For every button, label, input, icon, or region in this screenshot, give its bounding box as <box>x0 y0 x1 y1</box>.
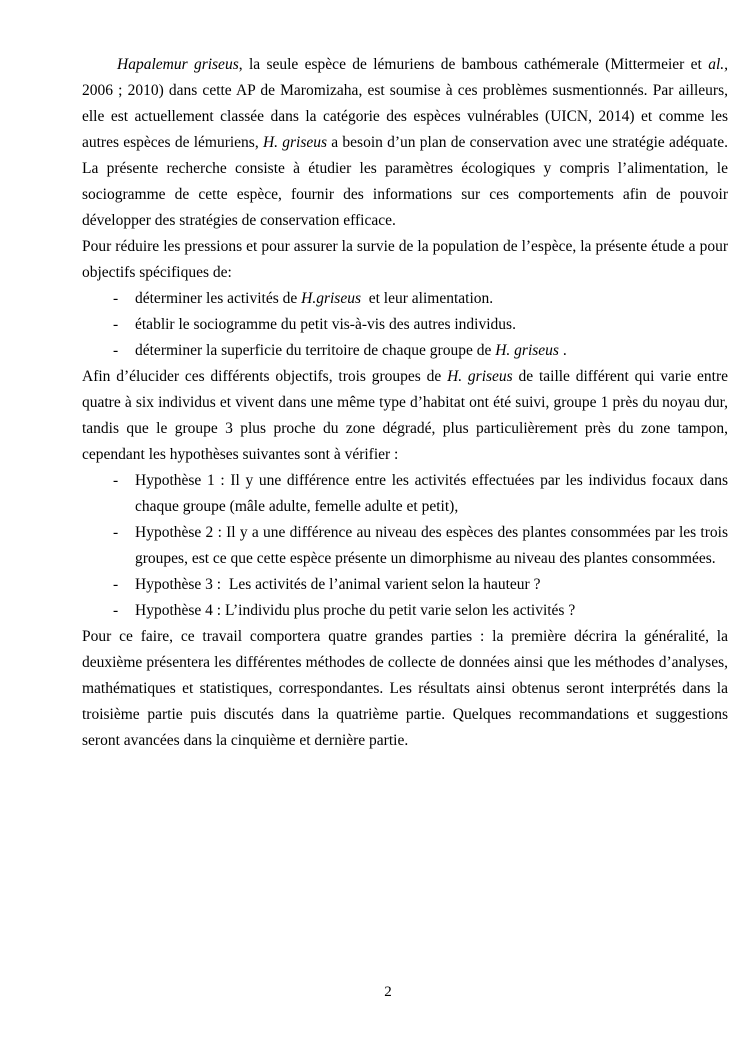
objective-text: établir le sociogramme du petit vis-à-vis des autres individus. <box>135 316 516 333</box>
paragraph-objectives-intro: Pour réduire les pressions et pour assurer la survie de la population de l’espèce, la présente étude a pour objectifs spécifiques de: <box>82 238 728 281</box>
hypotheses-list <box>82 468 728 624</box>
dash-marker: - <box>113 472 119 489</box>
dash-marker: - <box>113 290 119 307</box>
list-item <box>82 572 728 598</box>
list-item <box>82 468 728 520</box>
dash-marker: - <box>113 316 119 333</box>
paragraph-intro: Hapalemur griseus, la seule espèce de lémuriens de bambous cathémerale (Mittermeier et al., 2006 ; 2010) dans cette AP de Maromizaha, est soumise à ces problèmes susmentionnés. Par ailleurs, elle est actuellement classée dans la catégorie des espèces vulnérables (UICN, 2014) et comme les autres espèces de lémuriens, H. griseus a besoin d’un plan de conservation avec une stratégie adéquate. La présente recherche consiste à étudier les paramètres écologiques y compris l’alimentation, le sociogramme de cette espèce, fournir des informations sur ces comportements afin de pouvoir développer des stratégies de conservation efficace. <box>82 56 729 229</box>
list-item <box>82 338 728 364</box>
dash-marker: - <box>113 342 119 359</box>
page-footer <box>16 982 744 1002</box>
dash-marker: - <box>113 602 119 619</box>
hypothesis-text: Hypothèse 1 : Il y une différence entre les activités effectuées par les individus focaux dans chaque groupe (mâle adulte, femelle adulte et petit), <box>135 472 728 515</box>
objective-text: déterminer la superficie du territoire de chaque groupe de H. griseus . <box>135 342 567 359</box>
objectives-list <box>82 286 728 364</box>
paragraph-elucidate: Afin d’élucider ces différents objectifs, trois groupes de H. griseus de taille différent qui varie entre quatre à six individus et vivent dans une même type d’habitat ont été suivi, groupe 1 près du noyau dur, tandis que le groupe 3 plus proche du zone dégradé, plus particulièrement près du zone tampon, cependant les hypothèses suivantes sont à vérifier : <box>82 368 728 463</box>
page-number: 2 <box>384 984 392 1000</box>
hypothesis-text: Hypothèse 3 : Les activités de l’animal varient selon la hauteur ? <box>135 576 541 593</box>
objective-text: déterminer les activités de H.griseus et leur alimentation. <box>135 290 494 307</box>
paragraph-closing: Pour ce faire, ce travail comportera quatre grandes parties : la première décrira la généralité, la deuxième présentera les différentes méthodes de collecte de données ainsi que les méthodes d’analyses, mathématiques et statistiques, correspondantes. Les résultats ainsi obtenus seront interprétés dans la troisième partie puis discutés dans la quatrième partie. Quelques recommandations et suggestions seront avancées dans la cinquième et dernière partie. <box>82 628 728 749</box>
document-body <box>82 52 728 754</box>
dash-marker: - <box>113 576 119 593</box>
hypothesis-text: Hypothèse 4 : L’individu plus proche du petit varie selon les activités ? <box>135 602 576 619</box>
list-item <box>82 312 728 338</box>
list-item <box>82 286 728 312</box>
hypothesis-text: Hypothèse 2 : Il y a une différence au niveau des espèces des plantes consommées par les trois groupes, est ce que cette espèce présente un dimorphisme au niveau des plantes consommées. <box>135 524 728 567</box>
list-item <box>82 598 728 624</box>
dash-marker: - <box>113 524 119 541</box>
list-item <box>82 520 728 572</box>
